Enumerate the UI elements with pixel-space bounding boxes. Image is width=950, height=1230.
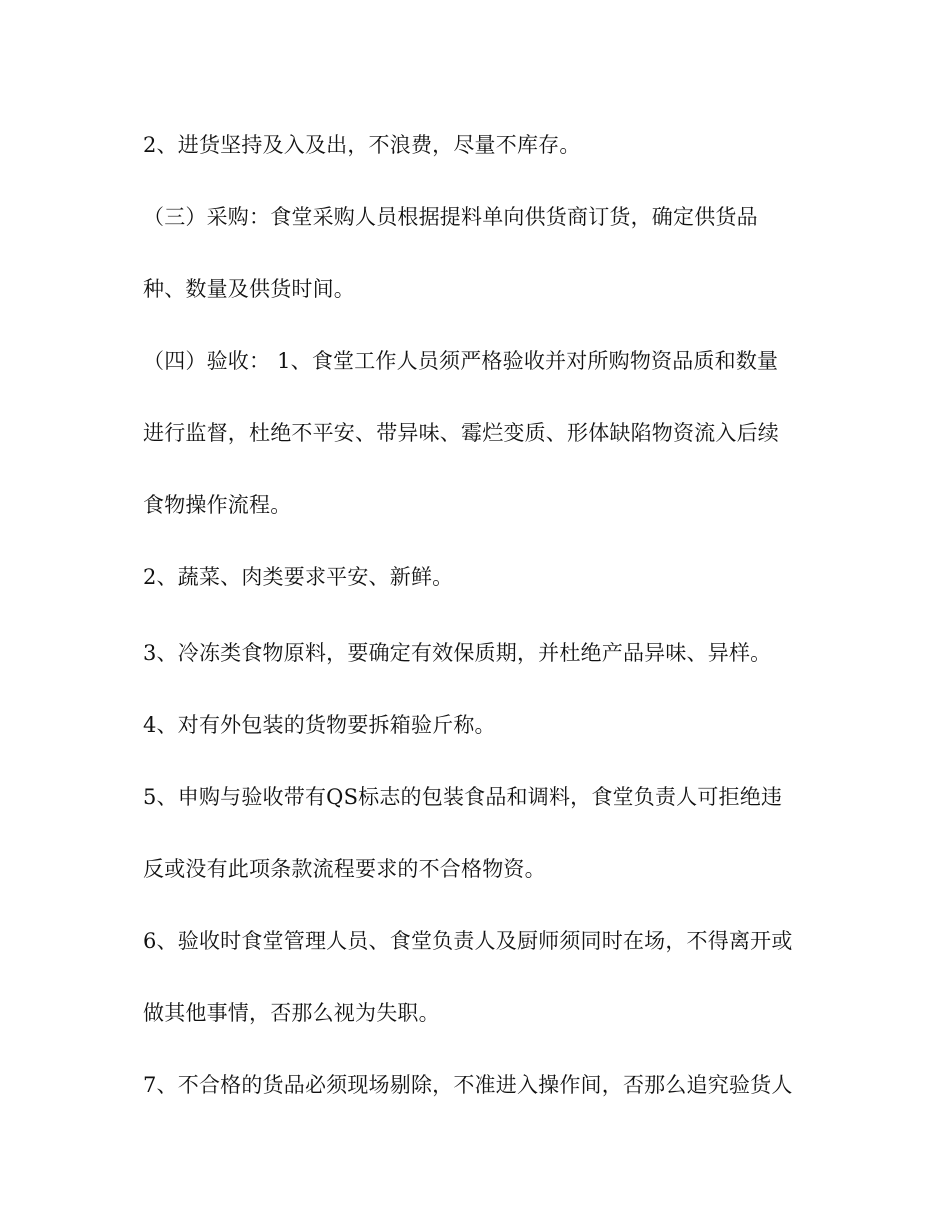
text-line: 进行监督，杜绝不平安、带异味、霉烂变质、形体缺陷物资流入后续 [143, 421, 779, 445]
text-line: 3、冷冻类食物原料，要确定有效保质期，并杜绝产品异味、异样。 [143, 641, 772, 665]
text-line: 反或没有此项条款流程要求的不合格物资。 [143, 857, 546, 881]
text-line: 2、进货坚持及入及出，不浪费，尽量不库存。 [143, 133, 581, 157]
text-line: 6、验收时食堂管理人员、食堂负责人及厨师须同时在场，不得离开或 [143, 929, 793, 953]
text-line: （四）验收： 1、食堂工作人员须严格验收并对所购物资品质和数量 [143, 349, 779, 373]
text-line: 种、数量及供货时间。 [143, 277, 355, 301]
text-line: 5、申购与验收带有QS标志的包装食品和调料，食堂负责人可拒绝违 [143, 785, 783, 809]
text-line: 7、不合格的货品必须现场剔除，不准进入操作间，否那么追究验货人 [143, 1073, 793, 1097]
text-line: 做其他事情，否那么视为失职。 [143, 1001, 440, 1025]
text-line: 4、对有外包装的货物要拆箱验斤称。 [143, 713, 496, 737]
text-line: 食物操作流程。 [143, 493, 292, 517]
text-line: （三）采购：食堂采购人员根据提料单向供货商订货，确定供货品 [143, 205, 758, 229]
text-line: 2、蔬菜、肉类要求平安、新鲜。 [143, 565, 454, 589]
